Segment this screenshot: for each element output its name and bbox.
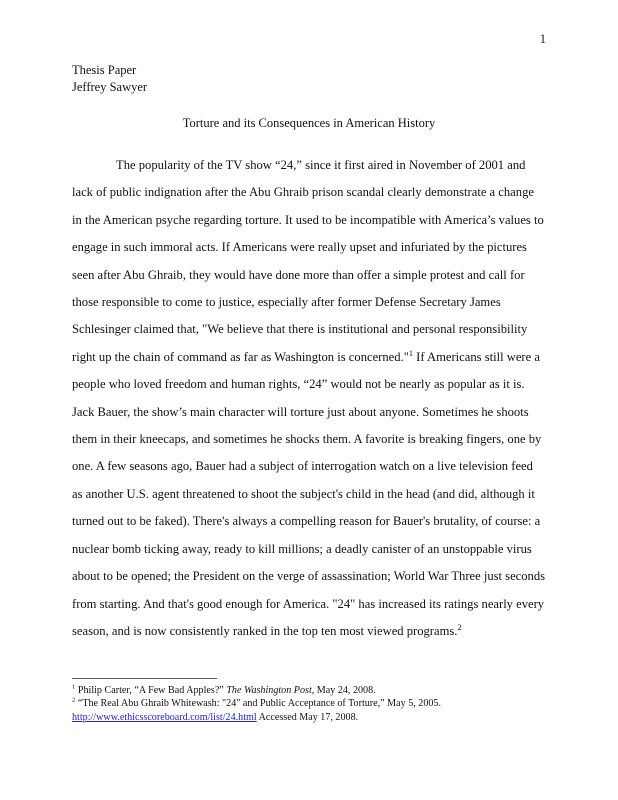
footnote-reference-2[interactable]: 2 (457, 622, 462, 632)
footnote-section (72, 678, 546, 724)
heading-paper-type: Thesis Paper (72, 63, 137, 77)
footnote-reference-1[interactable]: 1 (408, 348, 413, 358)
page-title: Torture and its Consequences in American History (182, 116, 436, 130)
footnote-marker-1: 1 (72, 683, 76, 691)
footnote-1-text-before: Philip Carter, “A Few Bad Apples?” (75, 685, 227, 696)
footnote-1-text-after: , May 24, 2008. (311, 685, 376, 696)
footnote-item-1 (72, 684, 546, 697)
body-paragraph (72, 152, 546, 645)
paragraph-text-part-2: If Americans still were a people who loved freedom and human rights, “24” would not be nearly as popular as it is. Jack Bauer, the show’s main character will torture just about anyone. Sometimes he shoots them in their kneecaps, and sometimes he shocks them. A favorite is breaking fingers, one by one. A few seasons ago, Bauer had a subject of interrogation watch on a live television feed as another U.S. agent threatened to shoot the subject's child in the head (and did, although it turned out to be faked). There's always a compelling reason for Bauer's brutality, of course: a nuclear bomb ticking away, ready to kill millions; a deadly canister of an unstoppable virus about to be opened; the President on the verge of assassination; World War Three just seconds from starting. And that's good enough for America. "24" has increased its ratings nearly every season, and is now consistently ranked in the top ten most viewed programs. (72, 349, 546, 638)
author-heading (72, 62, 546, 95)
footnote-1-publication-title: The Washington Post (226, 685, 312, 696)
footnote-2-url-link[interactable]: http://www.ethicsscoreboard.com/list/24.html (72, 711, 257, 723)
footnote-separator-rule (72, 678, 217, 679)
footnote-2-access-note: Accessed May 17, 2008. (256, 711, 359, 723)
page-number: 1 (539, 32, 546, 46)
paragraph-text-part-1: The popularity of the TV show “24,” since it first aired in November of 2001 and lack of public indignation after the Abu Ghraib prison scandal clearly demonstrate a change in the American psyche regarding torture. It used to be incompatible with America’s values to engage in such immoral acts. If Americans were really upset and infuriated by the pictures seen after Abu Ghraib, they would have done more than offer a simple protest and call for those responsible to come to justice, especially after former Defense Secretary James Schlesinger claimed that, "We believe that there is institutional and personal responsibility right up the chain of command as far as Washington is concerned." (72, 158, 544, 364)
footnote-marker-2: 2 (72, 697, 76, 705)
document-body (72, 62, 546, 658)
footnote-item-2 (72, 697, 546, 724)
heading-author-name: Jeffrey Sawyer (72, 79, 148, 94)
footnote-2-text: “The Real Abu Ghraib Whitewash: "24" and Public Acceptance of Torture,” May 5, 2005. (75, 698, 441, 710)
